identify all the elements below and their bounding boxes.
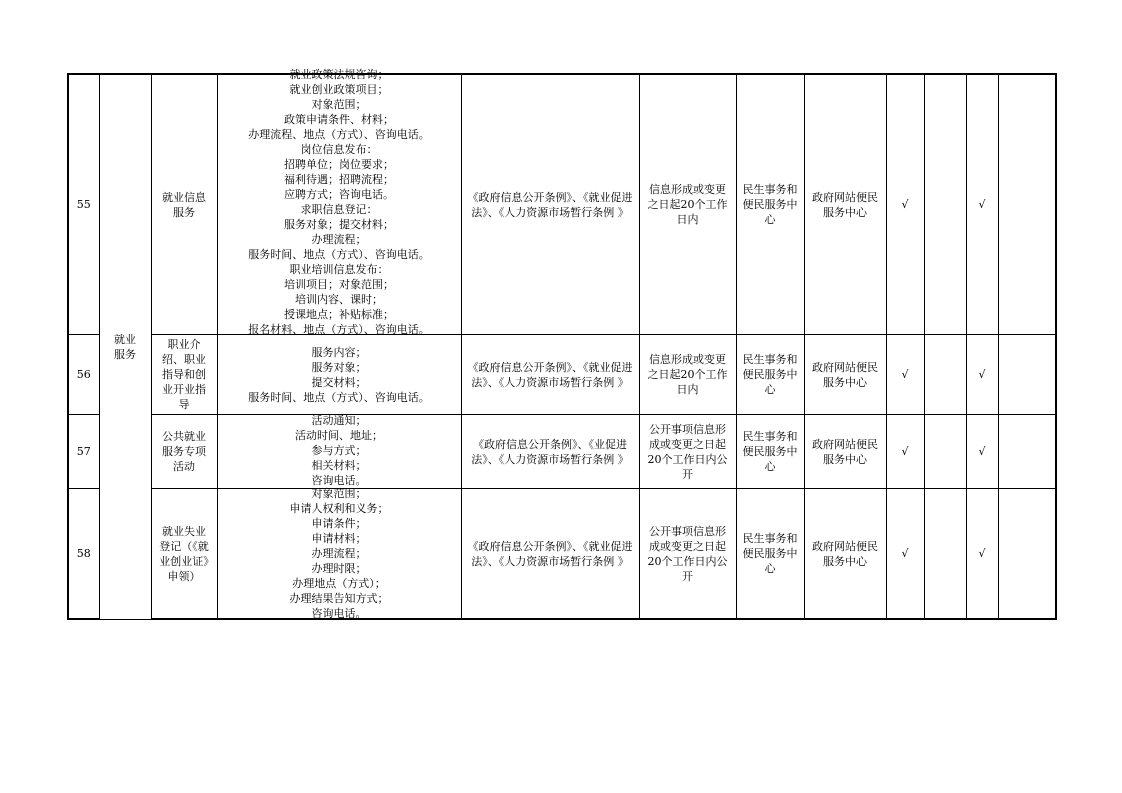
content-line: 服务时间、地点（方式）、咨询电话。 — [248, 390, 430, 404]
disclosure-channel: 政府网站便民服务中心 — [804, 415, 886, 489]
content-cell — [217, 335, 461, 415]
disclosure-subject: 民生事务和便民服务中心 — [736, 415, 804, 489]
check-mark: √ — [966, 335, 998, 415]
check-mark: √ — [966, 489, 998, 620]
content-line: 申请人权利和义务； — [289, 502, 389, 515]
content-line: 政策申请条件、材料； — [284, 113, 394, 126]
empty-cell — [998, 415, 1056, 489]
content-line: 活动时间、地址； — [295, 429, 383, 442]
row-number: 56 — [68, 335, 99, 415]
empty-cell — [924, 74, 966, 335]
empty-cell — [998, 74, 1056, 335]
table-row — [68, 415, 1056, 489]
content-list — [220, 489, 459, 618]
content-line: 福利待遇；招聘流程； — [284, 173, 394, 186]
disclosure-time: 公开事项信息形成或变更之日起20个工作日内公开 — [639, 489, 736, 620]
content-line: 对象范围； — [311, 487, 367, 500]
content-line: 职业培训信息发布： — [289, 263, 389, 276]
empty-cell — [998, 335, 1056, 415]
item-name: 就业信息服务 — [151, 74, 217, 335]
content-line: 申请条件； — [311, 517, 367, 530]
content-line: 培训内容、课时； — [295, 293, 383, 306]
content-line: 报名材料、地点（方式）、咨询电话。 — [248, 323, 430, 336]
disclosure-channel: 政府网站便民服务中心 — [804, 335, 886, 415]
empty-cell — [924, 335, 966, 415]
content-line: 授课地点；补贴标准； — [284, 308, 394, 321]
content-cell — [217, 415, 461, 489]
check-mark: √ — [966, 415, 998, 489]
content-line: 办理流程、地点（方式）、咨询电话。 — [248, 128, 430, 141]
legal-basis: 《政府信息公开条例》、《就业促进法》、《人力资源市场暂行条例 》 — [461, 335, 639, 415]
check-mark: √ — [886, 335, 924, 415]
disclosure-channel: 政府网站便民服务中心 — [804, 489, 886, 620]
content-line: 相关材料； — [311, 459, 367, 472]
row-number: 55 — [68, 74, 99, 335]
content-line: 办理流程； — [311, 233, 367, 246]
item-name: 就业失业登记（《就业创业证》申领） — [151, 489, 217, 620]
legal-basis: 《政府信息公开条例》、《业促进法》、《人力资源市场暂行条例 》 — [461, 415, 639, 489]
item-name: 公共就业服务专项活动 — [151, 415, 217, 489]
content-line: 就业政策法规咨询； — [289, 68, 389, 81]
category-cell: 就业服务 — [99, 74, 151, 619]
disclosure-channel: 政府网站便民服务中心 — [804, 74, 886, 335]
content-cell — [217, 68, 461, 336]
disclosure-time: 公开事项信息形成或变更之日起20个工作日内公开 — [639, 415, 736, 489]
content-list — [220, 68, 459, 336]
row-number: 58 — [68, 489, 99, 620]
content-line: 服务内容； — [311, 345, 367, 359]
content-line: 服务对象；提交材料； — [284, 218, 394, 231]
empty-cell — [924, 489, 966, 620]
content-list — [220, 415, 459, 488]
content-line: 应聘方式；咨询电话。 — [284, 188, 394, 201]
content-line: 提交材料； — [311, 375, 367, 389]
table-row — [68, 489, 1056, 620]
content-line: 咨询电话。 — [311, 474, 367, 487]
content-line: 就业创业政策项目； — [289, 83, 389, 96]
disclosure-subject: 民生事务和便民服务中心 — [736, 489, 804, 620]
content-line: 活动通知； — [311, 414, 367, 427]
content-line: 岗位信息发布： — [300, 143, 378, 156]
table-row — [68, 74, 1056, 335]
disclosure-subject: 民生事务和便民服务中心 — [736, 335, 804, 415]
content-line: 求职信息登记： — [300, 203, 378, 216]
empty-cell — [998, 489, 1056, 620]
content-line: 招聘单位；岗位要求； — [284, 158, 394, 171]
table-row — [68, 335, 1056, 415]
content-line: 办理结果告知方式； — [289, 592, 389, 605]
content-line: 办理地点（方式）； — [292, 577, 386, 590]
empty-cell — [924, 415, 966, 489]
check-mark: √ — [966, 74, 998, 335]
content-line: 办理流程； — [311, 547, 367, 560]
check-mark: √ — [886, 74, 924, 335]
legal-basis: 《政府信息公开条例》、《就业促进法》、《人力资源市场暂行条例 》 — [461, 489, 639, 620]
content-cell — [217, 489, 461, 620]
disclosure-time: 信息形成或变更之日起20个工作日内 — [639, 335, 736, 415]
content-line: 办理时限； — [311, 562, 367, 575]
item-name: 职业介绍、职业指导和创业开业指导 — [151, 335, 217, 415]
disclosure-subject: 民生事务和便民服务中心 — [736, 74, 804, 335]
content-line: 服务对象； — [311, 360, 367, 374]
disclosure-time: 信息形成或变更之日起20个工作日内 — [639, 74, 736, 335]
content-line: 参与方式； — [311, 444, 367, 457]
content-line: 对象范围； — [311, 98, 367, 111]
check-mark: √ — [886, 489, 924, 620]
content-line: 申请材料； — [311, 532, 367, 545]
content-line: 服务时间、地点（方式）、咨询电话。 — [248, 248, 430, 261]
check-mark: √ — [886, 415, 924, 489]
legal-basis: 《政府信息公开条例》、《就业促进法》、《人力资源市场暂行条例 》 — [461, 74, 639, 335]
disclosure-table — [67, 68, 1057, 620]
content-line: 咨询电话。 — [311, 607, 367, 620]
row-number: 57 — [68, 415, 99, 489]
content-line: 培训项目；对象范围； — [284, 278, 394, 291]
